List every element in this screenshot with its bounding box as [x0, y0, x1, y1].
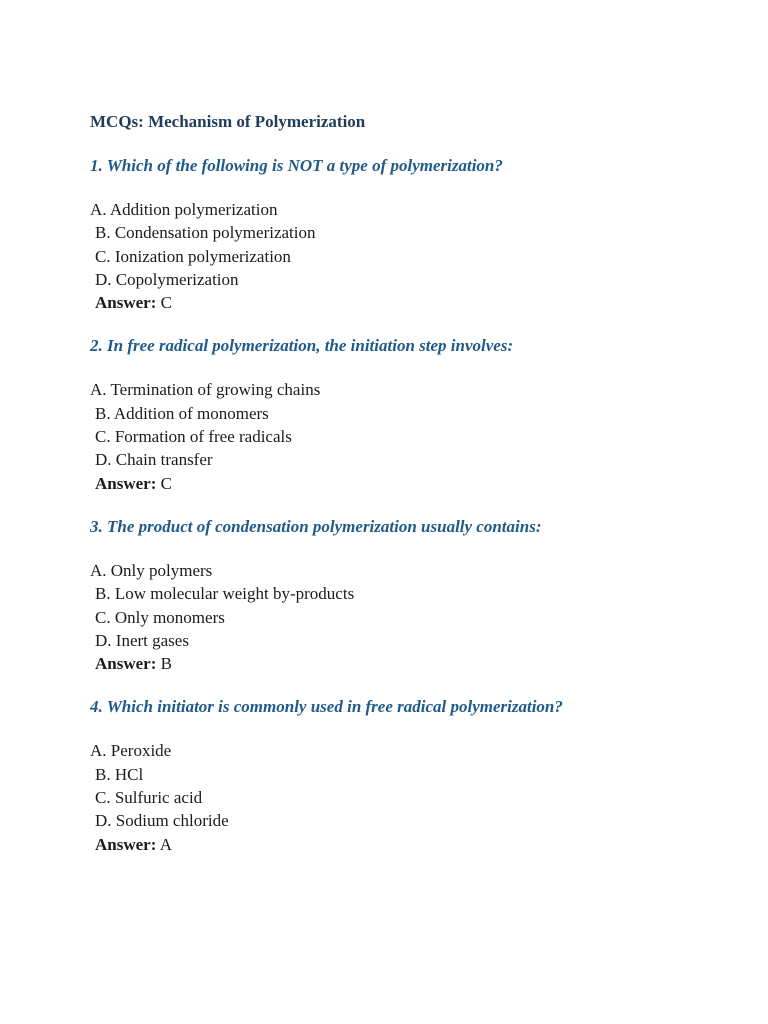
option-d: D. Sodium chloride — [95, 811, 229, 831]
option-c: C. Ionization polymerization — [95, 246, 291, 266]
answer-line — [90, 291, 708, 314]
answer-value: C — [160, 473, 172, 493]
options-list — [90, 739, 708, 832]
answer-value: B — [160, 654, 172, 674]
option-d: D. Chain transfer — [95, 450, 213, 470]
option-c: C. Sulfuric acid — [95, 788, 203, 808]
question-text: 1. Which of the following is NOT a type of polymerization? — [90, 156, 503, 175]
option-d: D. Inert gases — [95, 630, 189, 650]
answer-label: Answer: — [95, 293, 157, 313]
answer-label: Answer: — [95, 834, 157, 854]
option-c: C. Only monomers — [95, 607, 225, 627]
option-a: A. Peroxide — [90, 741, 172, 761]
option-b: B. Condensation polymerization — [95, 223, 316, 243]
document-title: MCQs: Mechanism of Polymerization — [90, 112, 366, 131]
answer-value: A — [159, 834, 172, 854]
option-b: B. Low molecular weight by-products — [95, 584, 355, 604]
options-list — [90, 378, 708, 471]
option-d: D. Copolymerization — [95, 269, 239, 289]
answer-line — [90, 652, 708, 675]
answer-value: C — [160, 293, 172, 313]
question-1 — [90, 154, 708, 314]
answer-label: Answer: — [95, 473, 157, 493]
option-a: A. Addition polymerization — [90, 200, 278, 219]
question-text: 3. The product of condensation polymerization usually contains: — [90, 516, 542, 536]
option-b: B. Addition of monomers — [95, 403, 269, 423]
option-b: B. HCl — [95, 764, 144, 784]
option-a: A. Termination of growing chains — [90, 380, 321, 400]
question-text: 2. In free radical polymerization, the initiation step involves: — [90, 336, 514, 356]
question-2 — [90, 334, 708, 494]
question-4 — [90, 695, 708, 855]
option-a: A. Only polymers — [90, 560, 213, 580]
option-c: C. Formation of free radicals — [95, 427, 292, 447]
answer-line — [90, 833, 708, 856]
options-list — [90, 559, 708, 652]
question-3 — [90, 515, 708, 675]
answer-line — [90, 472, 708, 495]
answer-label: Answer: — [95, 654, 157, 674]
question-text: 4. Which initiator is commonly used in free radical polymerization? — [90, 697, 563, 717]
options-list — [90, 198, 708, 291]
